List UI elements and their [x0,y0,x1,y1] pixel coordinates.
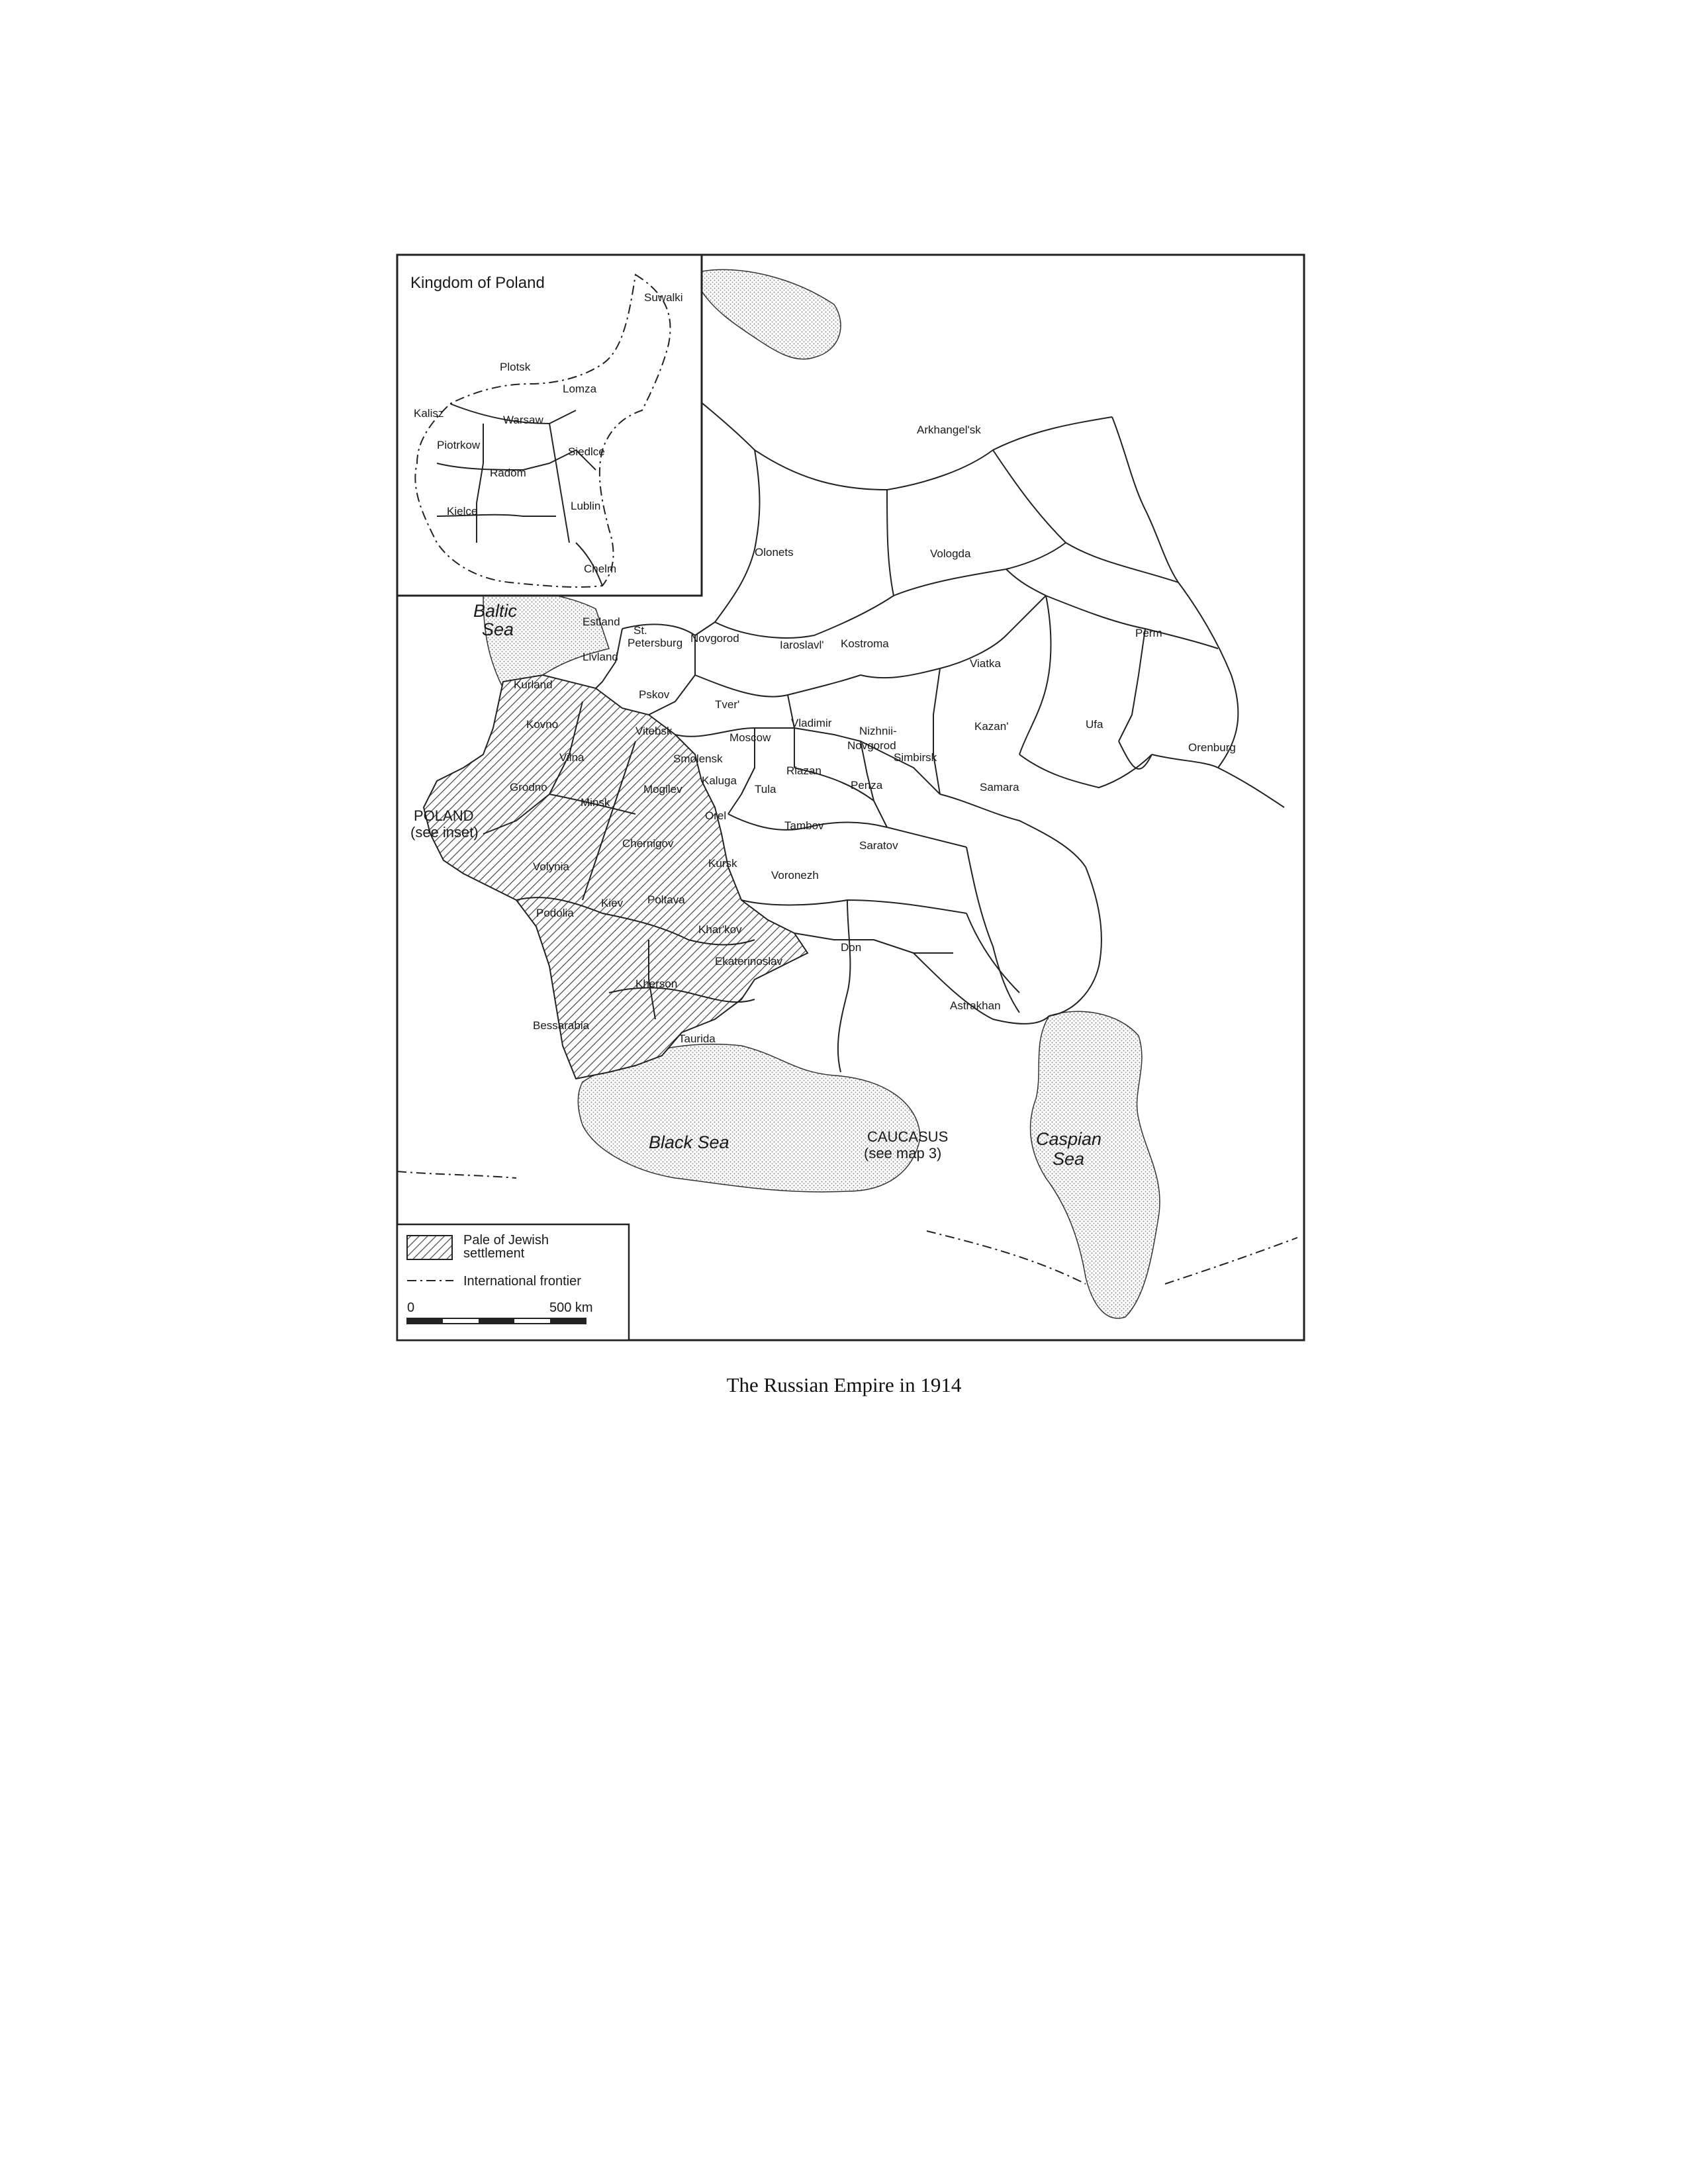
inset-label-radom: Radom [490,467,526,479]
caucasus-label-line1: CAUCASUS [867,1128,949,1145]
label-nizhnii-line1: Nizhnii- [859,725,897,737]
inset-label-kalisz: Kalisz [414,407,444,420]
scale-end-label: 500 km [549,1300,593,1315]
label-tver: Tver' [715,698,740,711]
label-st-petersburg-line2: Petersburg [628,637,683,649]
label-simbirsk: Simbirsk [894,751,937,764]
label-kherson: Kherson [635,978,678,990]
inset-title: Kingdom of Poland [410,274,545,292]
label-kurland: Kurland [514,678,553,691]
inset-label-suwalki: Suwalki [644,291,683,304]
label-vitebsk: Vitebsk [635,725,673,737]
inset-label-warsaw: Warsaw [503,414,543,426]
label-kostroma: Kostroma [841,637,889,650]
baltic-sea-label-line2: Sea [482,619,514,639]
legend-pale-swatch [407,1236,452,1259]
label-vilna: Vilna [559,751,585,764]
scale-bar [407,1318,586,1324]
label-penza: Penza [851,779,883,792]
label-tambov: Tambov [784,819,824,832]
label-kazan: Kazan' [974,720,1009,733]
label-arkhangelsk: Arkhangel'sk [917,424,981,436]
legend-pale-line1: Pale of Jewish [463,1233,549,1248]
label-kiev: Kiev [601,897,624,909]
label-taurida: Taurida [679,1032,716,1045]
inset-label-siedlce: Siedlce [568,445,605,458]
label-astrakhan: Astrakhan [950,999,1001,1012]
label-orel: Orel [705,809,727,822]
label-novgorod: Novgorod [690,632,739,645]
poland-label-line1: POLAND [414,807,474,824]
label-nizhnii-line2: Novgorod [847,739,896,752]
label-estland: Estland [583,615,620,628]
label-moscow: Moscow [729,731,771,744]
label-kaluga: Kaluga [702,774,737,787]
label-grodno: Grodno [510,781,547,794]
label-kursk: Kursk [708,857,737,870]
caspian-sea-label-line2: Sea [1053,1149,1085,1169]
label-don: Don [841,941,862,954]
label-olonets: Olonets [755,546,794,559]
poland-label-line2: (see inset) [410,824,479,841]
label-samara: Samara [980,781,1019,794]
figure-caption: The Russian Empire in 1914 [726,1373,962,1396]
legend-frontier-label: International frontier [463,1274,581,1289]
inset-label-lublin: Lublin [571,500,601,512]
caucasus-label-line2: (see map 3) [864,1145,942,1161]
label-smolensk: Smolensk [673,752,723,765]
map-figure [384,251,1311,1343]
black-sea-label: Black Sea [649,1132,729,1152]
label-tula: Tula [755,783,776,796]
label-chernigov: Chernigov [622,837,674,850]
inset-label-plotsk: Plotsk [500,361,531,373]
label-livland: Livland [583,651,618,663]
label-perm: Perm [1135,627,1162,639]
map-legend [397,1224,629,1340]
inset-label-kielce: Kielce [447,505,478,518]
inset-label-piotrkow: Piotrkow [437,439,481,451]
label-saratov: Saratov [859,839,898,852]
legend-pale-line2: settlement [463,1246,525,1261]
label-iaroslavl: Iaroslavl' [780,639,824,651]
label-viatka: Viatka [970,657,1001,670]
caspian-sea-label-line1: Caspian [1036,1129,1102,1149]
label-minsk: Minsk [581,796,610,809]
inset-label-chelm: Chelm [584,563,617,575]
russian-empire-map [384,251,1311,1343]
label-poltava: Poltava [647,893,685,906]
inset-label-lomza: Lomza [563,383,597,395]
label-mogilev: Mogilev [643,783,682,796]
label-voronezh: Voronezh [771,869,819,882]
label-bessarabia: Bessarabia [533,1019,590,1032]
label-kovno: Kovno [526,718,559,731]
kingdom-of-poland-inset [397,255,702,596]
label-podolia: Podolia [536,907,574,919]
label-vologda: Vologda [930,547,971,560]
label-kharkov: Khar'kov [698,923,742,936]
label-ufa: Ufa [1086,718,1103,731]
label-orenburg: Orenburg [1188,741,1236,754]
label-vladimir: Vladimir [791,717,832,729]
label-st-petersburg-line1: St. [633,624,647,637]
label-riazan: Riazan [786,764,821,777]
label-pskov: Pskov [639,688,670,701]
scale-start-label: 0 [407,1300,415,1315]
label-volynia: Volynia [533,860,569,873]
baltic-sea-label-line1: Baltic [473,601,518,621]
label-ekaterinoslav: Ekaterinoslav [715,955,783,968]
